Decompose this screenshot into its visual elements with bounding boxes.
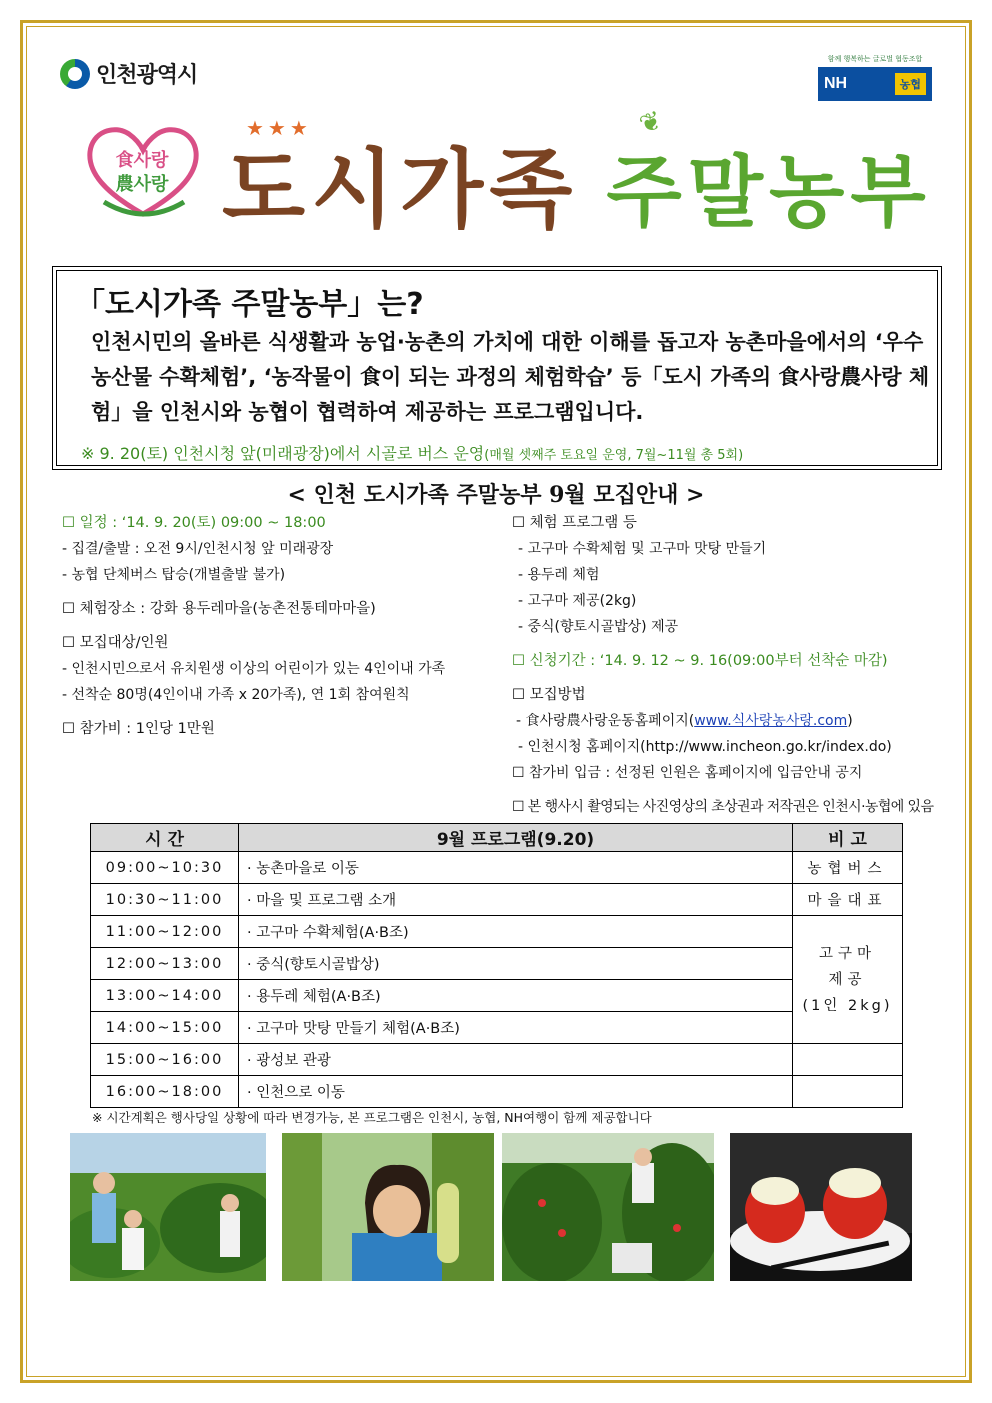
row-note: 마을대표 [793,884,903,916]
program-item: - 중식(향토시골밥상) 제공 [518,619,679,635]
payment-note: ☐ 참가비 입금 : 선정된 인원은 홈페이지에 입금안내 공지 [512,765,863,781]
program-item: - 고구마 수확체험 및 고구마 맛탕 만들기 [518,541,767,557]
header-program: 9월 프로그램(9.20) [239,824,793,852]
fee-heading: ☐ 참가비 : 1인당 1만원 [62,721,215,737]
header-time: 시 간 [91,824,239,852]
target-item: - 선착순 80명(4인이내 가족 x 20가족), 연 1회 참여원칙 [62,687,410,703]
schedule-item: - 농협 단체버스 탑승(개별출발 불가) [62,567,286,583]
table-row [91,852,903,884]
photo-stuffed-tomatoes [730,1133,912,1281]
row-program: · 농촌마을로 이동 [239,852,793,884]
row-time: 11:00~12:00 [91,916,239,948]
emblem-line2: 農사랑 [115,174,169,195]
incheon-mark-icon [60,59,90,89]
emblem-line1: 食사랑 [115,150,169,171]
row-program: · 광성보 관광 [239,1044,793,1076]
intro-box-inner [56,270,938,466]
row-program: · 인천으로 이동 [239,1076,793,1108]
row-program: · 중식(향토시골밥상) [239,948,793,980]
nh-name: 농협 [895,73,926,95]
table-header-row [91,824,903,852]
table-row [91,948,903,980]
place-heading: ☐ 체험장소 : 강화 용두레마을(농촌전통테마마을) [62,601,376,617]
program-item: - 용두레 체험 [518,567,600,583]
recruit-title: < 인천 도시가족 주말농부 9월 모집안내 > [287,482,705,508]
photo-kids-harvest [70,1133,266,1281]
program-item: - 고구마 제공(2kg) [518,593,637,609]
row-program: · 고구마 맛탕 만들기 체험(A·B조) [239,1012,793,1044]
target-item: - 인천시민으로서 유치원생 이상의 어린이가 있는 4인이내 가족 [62,661,446,677]
method-heading: ☐ 모집방법 [512,687,586,703]
schedule-heading: ☐ 일정 : ‘14. 9. 20(토) 09:00 ~ 18:00 [62,515,326,531]
schedule-item: - 집결/출발 : 오전 9시/인천시청 앞 미래광장 [62,541,334,557]
row-time: 13:00~14:00 [91,980,239,1012]
row-note [793,1076,903,1108]
footnote: ※ 시간계획은 행사당일 상황에 따라 변경가능, 본 프로그램은 인천시, 농협, NH여행이 함께 제공합니다 [92,1110,652,1125]
row-time: 10:30~11:00 [91,884,239,916]
title-part1: 도시가족 [222,140,579,240]
row-time: 09:00~10:30 [91,852,239,884]
table-row [91,916,903,948]
program-heading: ☐ 체험 프로그램 등 [512,515,637,531]
schedule-table [90,823,903,1108]
target-heading: ☐ 모집대상/인원 [62,635,169,651]
main-title [222,120,932,244]
header-note: 비 고 [793,824,903,852]
intro-note [81,441,743,464]
row-time: 12:00~13:00 [91,948,239,980]
stars-decoration-icon: ★★★ [246,116,312,140]
photo-girl-corn [282,1133,494,1281]
row-note [793,1044,903,1076]
copyright-note: ☐ 본 행사시 촬영되는 사진영상의 초상권과 저작권은 인천시·농협에 있음 [512,799,934,815]
left-info-column [62,510,445,742]
method-item-2: - 인천시청 홈페이지(http://www.incheon.go.kr/index.do) [518,739,892,755]
incheon-logo [60,58,197,89]
heart-emblem-icon [84,122,202,220]
leaf-decoration-icon: ❦ [635,105,667,141]
row-program: · 마을 및 프로그램 소개 [239,884,793,916]
intro-note-small: (매월 셋째주 토요일 운영, 7월~11월 총 5회) [484,448,744,463]
table-row [91,884,903,916]
table-row [91,1044,903,1076]
nh-logo-box [818,67,932,101]
nh-logo [818,54,932,101]
method-item-1: - 食사랑農사랑운동홈페이지(www.식사랑농사랑.com) [516,713,853,729]
row-time: 16:00~18:00 [91,1076,239,1108]
row-note: 농협버스 [793,852,903,884]
intro-heading: 「도시가족 주말농부」는? [75,287,424,322]
nh-tagline: 함께 행복하는 글로벌 협동조합 [827,55,923,63]
right-info-column [512,510,933,820]
intro-body: 인천시민의 올바른 식생활과 농업·농촌의 가치에 대한 이해를 돕고자 농촌마을에서의 ‘우수 농산물 수확체험’, ‘농작물이 食이 되는 과정의 체험학습’ 등「도시 가족의 食사랑農사랑 체험」을 인천시와 농협이 협력하여 제공하는 프로그램입니다. [91,330,930,424]
sikrang-homepage-link[interactable]: www.식사랑농사랑.com [694,713,848,729]
merged-note: 고구마 제공 (1인 2kg) [793,916,903,1044]
table-row [91,1076,903,1108]
intro-note-main: ※ 9. 20(토) 인천시청 앞(미래광장)에서 시골로 버스 운영 [81,444,485,463]
row-program: · 용두레 체험(A·B조) [239,980,793,1012]
row-time: 15:00~16:00 [91,1044,239,1076]
apply-period: ☐ 신청기간 : ‘14. 9. 12 ~ 9. 16(09:00부터 선착순 마감) [512,653,888,669]
title-part2: 주말농부 [606,148,932,238]
photo-greenhouse [502,1133,714,1281]
incheon-logo-text: 인천광역시 [96,63,198,88]
table-row [91,980,903,1012]
table-row [91,1012,903,1044]
row-time: 14:00~15:00 [91,1012,239,1044]
nh-mark: NH [824,75,848,92]
intro-box [52,266,942,470]
row-program: · 고구마 수확체험(A·B조) [239,916,793,948]
